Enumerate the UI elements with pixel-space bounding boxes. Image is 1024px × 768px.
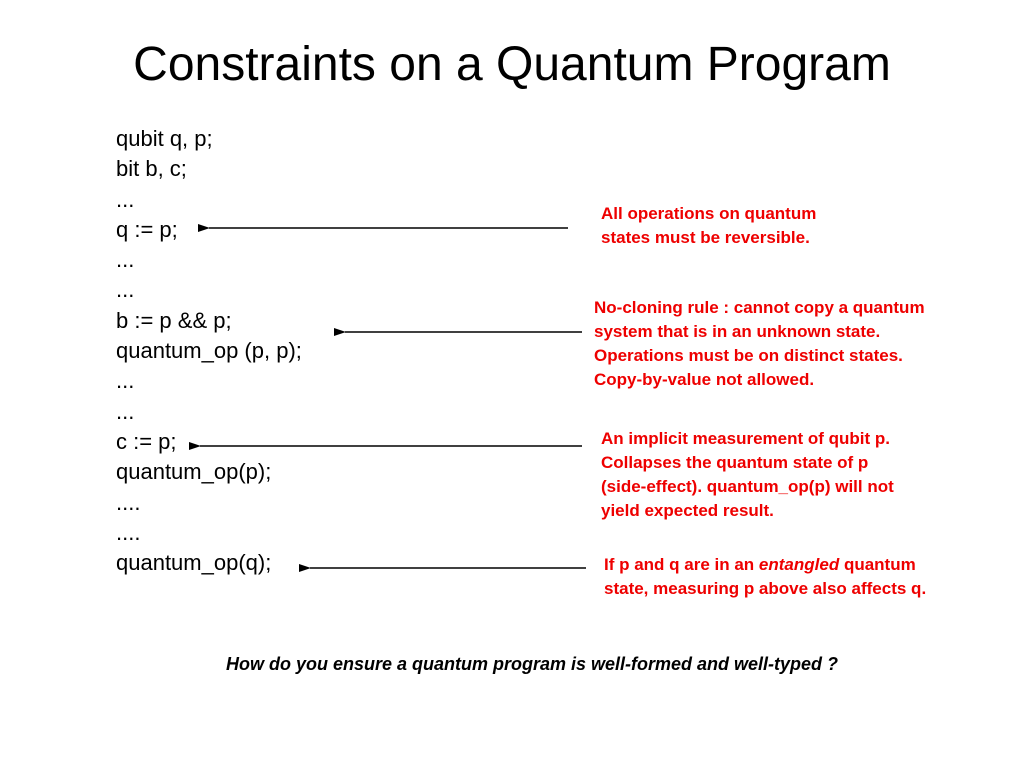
entangled-emphasis: entangled [758, 555, 840, 574]
closing-question: How do you ensure a quantum program is well-formed and well-typed ? [225, 654, 839, 674]
code-line: ... [116, 247, 135, 273]
code-line: ... [116, 186, 135, 212]
note-line: states must be reversible. [601, 228, 810, 247]
code-line: c := p; [116, 428, 177, 454]
note-line: state, measuring p above also affects q. [604, 579, 927, 598]
note-no-cloning [594, 296, 925, 392]
note-line: (side-effect). quantum_op(p) will not [601, 477, 894, 496]
code-line: b := p && p; [116, 307, 232, 333]
note-line: All operations on quantum [601, 204, 817, 223]
note-text: If p and q are in an [604, 555, 759, 574]
note-measurement [601, 427, 894, 523]
code-line: .... [116, 519, 141, 545]
code-line: .... [116, 489, 141, 515]
slide-title: Constraints on a Quantum Program [133, 38, 891, 91]
code-line: ... [116, 398, 135, 424]
code-line: quantum_op (p, p); [116, 338, 302, 364]
code-line: quantum_op(p); [116, 459, 272, 485]
note-line: system that is in an unknown state. [594, 322, 881, 341]
code-line: q := p; [116, 216, 178, 242]
code-line: quantum_op(q); [116, 550, 272, 576]
note-text: quantum [839, 555, 916, 574]
code-line: qubit q, p; [116, 126, 213, 151]
code-line: ... [116, 368, 135, 394]
note-line: Copy-by-value not allowed. [594, 370, 815, 389]
note-line: Operations must be on distinct states. [594, 346, 903, 365]
code-line: bit b, c; [116, 156, 187, 182]
code-line: ... [116, 277, 135, 303]
note-reversible [601, 202, 816, 250]
note-line: Collapses the quantum state of p [601, 453, 869, 472]
code-listing [116, 124, 302, 578]
note-line: An implicit measurement of qubit p. [601, 429, 891, 448]
note-line [604, 553, 926, 577]
note-entangled [604, 553, 926, 601]
note-line: yield expected result. [601, 501, 774, 520]
note-line: No-cloning rule : cannot copy a quantum [594, 298, 925, 317]
